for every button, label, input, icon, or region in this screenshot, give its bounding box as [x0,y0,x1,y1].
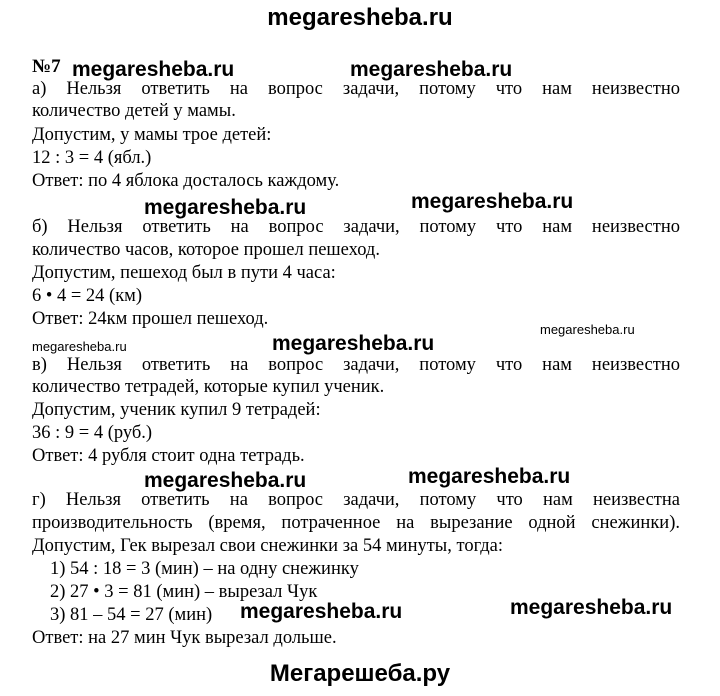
section-a-line1: а) Нельзя ответить на вопрос задачи, потому что нам неизвестно [32,79,680,99]
watermark: megaresheba.ru [411,190,574,213]
section-g-line1: г) Нельзя ответить на вопрос задачи, потому что нам неизвестна [32,490,680,510]
section-v-line1: в) Нельзя ответить на вопрос задачи, потому что нам неизвестно [32,355,680,375]
watermark: megaresheba.ru [510,596,673,619]
section-v-assume: Допустим, ученик купил 9 тетрадей: [32,400,321,420]
section-v-calc: 36 : 9 = 4 (руб.) [32,423,153,443]
section-b-assume: Допустим, пешеход был в пути 4 часа: [32,263,336,283]
section-a-line2: количество детей у мамы. [32,101,236,121]
section-g-line2: производительность (время, потраченное на вырезание одной снежинки). [32,513,680,533]
watermark: megaresheba.ru [350,58,513,81]
watermark: megaresheba.ru [240,600,403,623]
section-v-line2: количество тетрадей, которые купил ученик. [32,377,385,397]
section-b-line2: количество часов, которое прошел пешеход. [32,240,380,260]
site-footer: Мегарешеба.ру [269,660,451,687]
watermark: megaresheba.ru [408,465,571,488]
task-number: №7 [32,56,61,77]
section-b-answer: Ответ: 24км прошел пешеход. [32,309,269,329]
section-g-step1: 1) 54 : 18 = 3 (мин) – на одну снежинку [50,559,359,579]
section-g-answer: Ответ: на 27 мин Чук вырезал дольше. [32,628,337,648]
section-g-assume: Допустим, Гек вырезал свои снежинки за 54 минуты, тогда: [32,536,504,556]
watermark: megaresheba.ru [144,196,307,219]
section-a-assume: Допустим, у мамы трое детей: [32,125,272,145]
site-title: megaresheba.ru [267,4,453,31]
section-g-step2: 2) 27 • 3 = 81 (мин) – вырезал Чук [50,582,318,602]
section-b-calc: 6 • 4 = 24 (км) [32,286,143,306]
watermark: megaresheba.ru [272,332,435,355]
watermark: megaresheba.ru [144,469,307,492]
section-g-step3: 3) 81 – 54 = 27 (мин) [50,605,213,625]
watermark-small: megaresheba.ru [540,322,635,337]
section-v-answer: Ответ: 4 рубля стоит одна тетрадь. [32,446,305,466]
section-a-calc: 12 : 3 = 4 (ябл.) [32,148,152,168]
section-b-line1: б) Нельзя ответить на вопрос задачи, потому что нам неизвестно [32,217,680,237]
watermark-small: megaresheba.ru [32,339,127,354]
watermark: megaresheba.ru [72,58,235,81]
section-a-answer: Ответ: по 4 яблока досталось каждому. [32,171,340,191]
